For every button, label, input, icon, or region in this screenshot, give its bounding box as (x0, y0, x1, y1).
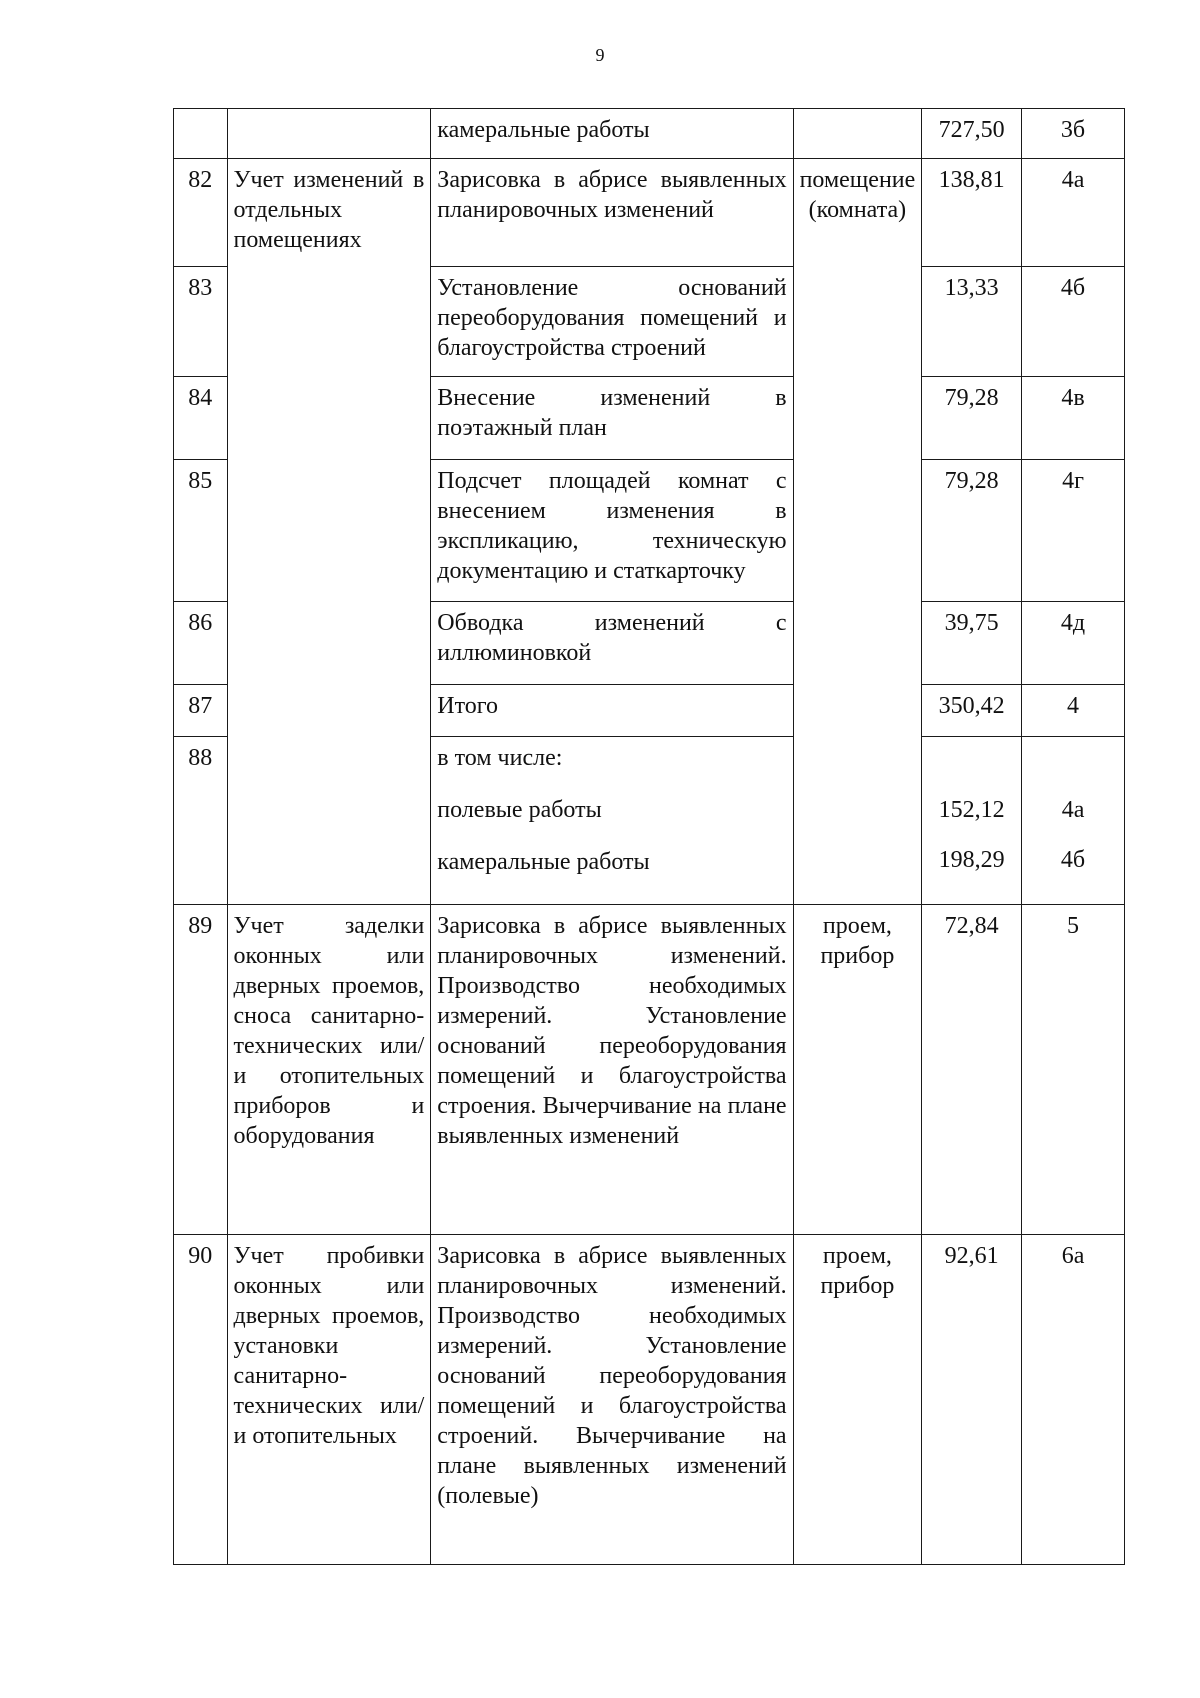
work-name: Учет изменений в отдельных помещениях (227, 159, 431, 905)
work-description: камеральные работы (431, 109, 793, 159)
code-cell: 4д (1022, 602, 1125, 685)
subtotal-label: в том числе: (437, 745, 563, 771)
row-number: 82 (174, 159, 228, 267)
tariff-table (173, 108, 1125, 1565)
value-cell: 727,50 (922, 109, 1022, 159)
office-work-value: 198,29 (938, 847, 1005, 873)
work-description: Зарисовка в абрисе выявленных планировочных изменений (431, 159, 793, 267)
value-cell: 138,81 (922, 159, 1022, 267)
unit-cell (793, 109, 922, 159)
code-cell: 4 (1022, 685, 1125, 737)
row-number: 84 (174, 377, 228, 460)
row-number: 90 (174, 1235, 228, 1565)
work-description (431, 737, 793, 905)
row-number: 87 (174, 685, 228, 737)
row-number: 86 (174, 602, 228, 685)
code-cell: 3б (1022, 109, 1125, 159)
work-name: Учет пробивки оконных или дверных проемов, установки санитарно-технических или/и отопительных (227, 1235, 431, 1565)
value-cell: 72,84 (922, 905, 1022, 1235)
value-cell: 79,28 (922, 460, 1022, 602)
work-description: Итого (431, 685, 793, 737)
code-cell (1022, 737, 1125, 905)
work-description: Подсчет площадей комнат с внесением изменения в экспликацию, техническую документацию и статкарточку (431, 460, 793, 602)
code-cell: 5 (1022, 905, 1125, 1235)
work-name: Учет заделки оконных или дверных проемов, сноса санитарно-технических или/и отопительных приборов и оборудования (227, 905, 431, 1235)
field-work-label: полевые работы (437, 797, 602, 823)
work-description: Обводка изменений с иллюминовкой (431, 602, 793, 685)
code-cell: 6а (1022, 1235, 1125, 1565)
row-number: 83 (174, 267, 228, 377)
value-cell: 79,28 (922, 377, 1022, 460)
table-row (174, 905, 1125, 1235)
row-number (174, 109, 228, 159)
unit-cell: проем, прибор (793, 905, 922, 1235)
table-row (174, 1235, 1125, 1565)
code-cell: 4г (1022, 460, 1125, 602)
code-cell: 4а (1022, 159, 1125, 267)
page-number: 9 (595, 45, 605, 65)
row-number: 89 (174, 905, 228, 1235)
unit-cell: проем, прибор (793, 1235, 922, 1565)
work-description: Зарисовка в абрисе выявленных планировочных изменений. Производство необходимых измерений. Установление оснований переоборудования помещений и благоустройства строения. Вычерчивание на плане выявленных изменений (431, 905, 793, 1235)
row-number: 88 (174, 737, 228, 905)
value-cell (922, 737, 1022, 905)
field-work-value: 152,12 (938, 797, 1005, 823)
code-cell: 4в (1022, 377, 1125, 460)
field-work-code: 4а (1061, 797, 1085, 823)
work-description: Установление оснований переоборудования помещений и благоустройства строений (431, 267, 793, 377)
code-cell: 4б (1022, 267, 1125, 377)
table-row (174, 109, 1125, 159)
value-cell: 92,61 (922, 1235, 1022, 1565)
table-row (174, 159, 1125, 267)
unit-cell: помещение (комната) (793, 159, 922, 905)
work-name (227, 109, 431, 159)
work-description: Внесение изменений в поэтажный план (431, 377, 793, 460)
work-description: Зарисовка в абрисе выявленных планировочных изменений. Производство необходимых измерений. Установление оснований переоборудования помещений и благоустройства строений. Вычерчивание на плане выявленных изменений (полевые) (431, 1235, 793, 1565)
value-cell: 350,42 (922, 685, 1022, 737)
value-cell: 39,75 (922, 602, 1022, 685)
office-work-label: камеральные работы (437, 849, 650, 875)
office-work-code: 4б (1060, 847, 1086, 873)
value-cell: 13,33 (922, 267, 1022, 377)
row-number: 85 (174, 460, 228, 602)
